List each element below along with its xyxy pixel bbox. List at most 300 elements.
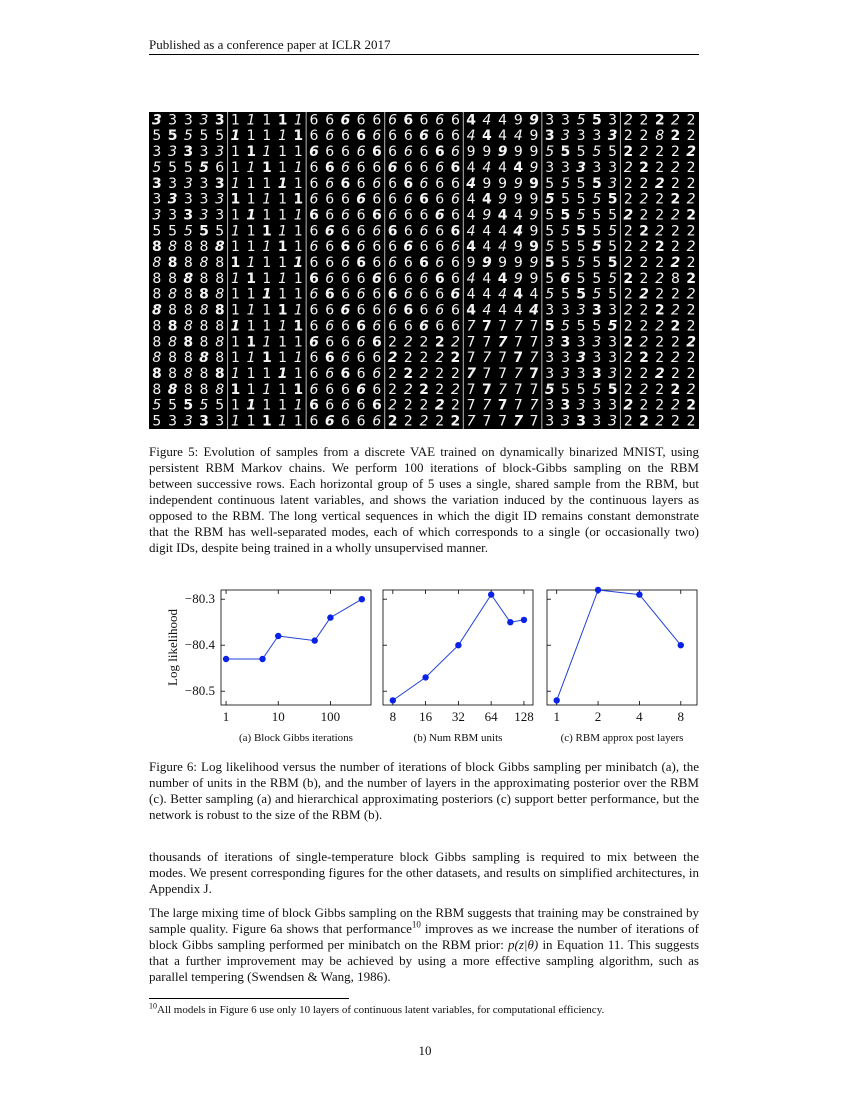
mnist-digit: 1 (262, 144, 272, 161)
mnist-digit: 4 (481, 128, 492, 145)
x-tick-label: 4 (636, 709, 643, 724)
mnist-digit: 8 (152, 286, 162, 303)
figure-5-mnist-samples (149, 112, 699, 429)
mnist-digit: 2 (435, 381, 445, 398)
mnist-digit: 6 (325, 334, 335, 351)
mnist-digit: 5 (545, 270, 555, 287)
mnist-digit: 2 (419, 397, 429, 414)
mnist-digit: 6 (325, 239, 335, 256)
x-tick-label: 8 (389, 709, 397, 724)
mnist-digit: 6 (340, 350, 350, 367)
mnist-digit: 8 (215, 334, 225, 351)
running-header: Published as a conference paper at ICLR 2017 (149, 37, 391, 52)
mnist-digit: 5 (576, 255, 586, 272)
mnist-digit: 6 (340, 286, 350, 303)
mnist-digit: 5 (152, 413, 162, 429)
mnist-digit: 4 (466, 239, 477, 256)
mnist-digit: 1 (278, 413, 288, 429)
mnist-digit: 1 (230, 239, 240, 256)
series-line (226, 599, 362, 659)
mnist-digit: 2 (623, 239, 633, 256)
mnist-digit: 2 (639, 239, 649, 256)
mnist-digit: 1 (293, 175, 303, 192)
mnist-digit: 6 (325, 175, 335, 192)
mnist-digit: 6 (325, 144, 335, 161)
mnist-digit: 6 (309, 365, 319, 382)
figure-6-label: Figure 6: (149, 759, 198, 774)
data-point (327, 614, 333, 620)
mnist-digit: 8 (168, 350, 178, 367)
mnist-digit: 8 (199, 255, 209, 272)
mnist-digit: 3 (545, 350, 555, 367)
x-tick-label: 1 (222, 709, 230, 724)
mnist-digit: 6 (324, 350, 335, 367)
mnist-digit: 6 (309, 397, 319, 414)
mnist-digit: 5 (215, 223, 225, 240)
mnist-digit: 5 (215, 128, 225, 145)
mnist-digit: 2 (686, 223, 696, 240)
mnist-digit: 5 (152, 128, 162, 145)
mnist-digit: 1 (261, 350, 272, 367)
mnist-digit: 6 (419, 144, 429, 161)
mnist-digit: 6 (340, 144, 350, 161)
mnist-digit: 2 (639, 144, 649, 161)
mnist-digit: 8 (183, 270, 194, 287)
mnist-digit: 5 (576, 286, 587, 303)
mnist-digit: 4 (466, 175, 477, 192)
mnist-digit: 2 (670, 159, 680, 176)
mnist-digit: 6 (403, 159, 413, 176)
mnist-digit: 8 (152, 318, 162, 335)
mnist-digit: 3 (592, 350, 602, 367)
mnist-digit: 3 (576, 365, 586, 382)
mnist-digit: 2 (670, 413, 680, 429)
mnist-digit: 9 (529, 112, 539, 129)
mnist-digit: 6 (388, 128, 398, 145)
mnist-digit: 2 (623, 159, 633, 176)
mnist-digit: 6 (356, 397, 366, 414)
mnist-digit: 8 (215, 270, 225, 287)
mnist-digit: 4 (513, 207, 523, 224)
figure-5-caption-text: Evolution of samples from a discrete VAE trained on dynamically binarized MNIST, using persistent RBM Markov chains. We perform 100 iterations of block-Gibbs sampling on the RBM between successive rows. Each horizontal group of 5 uses a single, shared sample from the RBM, but independent continuous latent variables, and shows the variation induced by the continuous layers as opposed to the RBM. The long vertical sequences in which the digit ID remains constant demonstrate that the RBM has well-separated modes, each of which corresponds to a single (or occasionally two) digit IDs, despite being trained in a wholly unsupervised manner. (149, 444, 699, 555)
mnist-digit: 6 (419, 302, 429, 319)
mnist-digit: 6 (356, 334, 366, 351)
mnist-digit: 3 (199, 191, 209, 208)
mnist-digit: 7 (513, 413, 524, 429)
x-tick-label: 8 (677, 709, 685, 724)
mnist-digit: 6 (435, 318, 445, 335)
mnist-digit: 7 (466, 318, 476, 335)
mnist-digit: 6 (372, 112, 382, 129)
mnist-digit: 5 (608, 286, 618, 303)
mnist-digit: 8 (199, 302, 209, 319)
mnist-digit: 1 (293, 191, 304, 208)
mnist-digit: 7 (497, 397, 508, 414)
mnist-digit: 1 (246, 207, 257, 224)
mnist-digit: 3 (183, 175, 193, 192)
body-paragraph-2 (149, 905, 699, 985)
mnist-digit: 6 (356, 159, 366, 176)
mnist-digit: 1 (293, 144, 303, 161)
mnist-digit: 2 (639, 286, 649, 303)
mnist-digit: 2 (639, 302, 649, 319)
mnist-digit: 6 (403, 144, 413, 161)
mnist-digit: 2 (654, 175, 665, 192)
mnist-digit: 2 (388, 397, 398, 414)
mnist-digit: 3 (608, 175, 618, 192)
mnist-digit: 2 (435, 413, 445, 429)
mnist-digit: 2 (670, 397, 680, 414)
mnist-digit: 1 (230, 413, 240, 429)
mnist-digit: 2 (670, 365, 680, 382)
mnist-digit: 2 (670, 223, 680, 240)
mnist-digit: 4 (513, 223, 524, 240)
mnist-digit: 7 (513, 318, 523, 335)
mnist-digit: 6 (435, 286, 445, 303)
mnist-digit: 5 (560, 175, 570, 192)
mnist-digit: 8 (183, 239, 193, 256)
mnist-digit: 6 (372, 365, 382, 382)
mnist-digit: 6 (387, 286, 398, 303)
mnist-digit: 6 (450, 302, 460, 319)
x-tick-label: 16 (419, 709, 433, 724)
mnist-digit: 7 (466, 397, 476, 414)
mnist-digit: 6 (388, 255, 398, 272)
mnist-digit: 4 (466, 270, 476, 287)
mnist-digit: 4 (497, 207, 508, 224)
data-point (259, 656, 265, 662)
mnist-digit: 6 (560, 270, 571, 287)
mnist-digit: 8 (199, 381, 209, 398)
mnist-digit: 1 (261, 286, 272, 303)
mnist-digit: 9 (513, 255, 523, 272)
mnist-digit: 8 (199, 365, 209, 382)
mnist-digit: 3 (608, 397, 618, 414)
mnist-digit: 1 (246, 302, 256, 319)
mnist-digit: 3 (576, 128, 586, 145)
mnist-digit: 2 (623, 255, 633, 272)
mnist-digit: 9 (482, 144, 492, 161)
mnist-digit: 2 (623, 112, 633, 129)
mnist-digit: 6 (309, 239, 319, 256)
mnist-digit: 5 (607, 255, 618, 272)
mnist-digit: 3 (545, 112, 555, 129)
mnist-digit: 6 (419, 191, 429, 208)
mnist-digit: 4 (513, 286, 524, 303)
mnist-digit: 3 (560, 334, 571, 351)
mnist-digit: 8 (214, 239, 225, 256)
mnist-digit: 3 (608, 334, 618, 351)
page-number: 10 (418, 1043, 432, 1058)
mnist-digit: 1 (230, 144, 240, 161)
mnist-digit: 3 (576, 302, 586, 319)
mnist-digit: 1 (293, 270, 303, 287)
mnist-digit: 2 (639, 350, 649, 367)
mnist-digit: 6 (419, 128, 429, 145)
mnist-digit: 4 (466, 223, 476, 240)
mnist-digit: 3 (545, 365, 555, 382)
mnist-digit: 6 (435, 191, 445, 208)
data-point (521, 617, 527, 623)
mnist-digit: 7 (513, 365, 523, 382)
mnist-digit: 2 (623, 270, 634, 287)
mnist-digit: 8 (214, 302, 225, 319)
mnist-digit: 6 (356, 318, 367, 335)
mnist-digit: 4 (482, 286, 492, 303)
mnist-digit: 6 (372, 159, 382, 176)
mnist-digit: 2 (686, 334, 697, 351)
mnist-digit: 9 (513, 144, 523, 161)
mnist-digit: 6 (309, 270, 319, 287)
mnist-digit: 2 (623, 286, 633, 303)
mnist-digit: 6 (419, 270, 429, 287)
mnist-digit: 2 (670, 286, 680, 303)
mnist-digit: 1 (246, 223, 256, 240)
mnist-digit: 7 (513, 350, 524, 367)
mnist-digit: 5 (591, 175, 602, 192)
mnist-digit: 3 (167, 191, 178, 208)
mnist-digit: 6 (324, 413, 335, 429)
mnist-digit: 8 (215, 255, 225, 272)
data-point (488, 591, 494, 597)
mnist-digit: 6 (403, 128, 413, 145)
mnist-digit: 4 (466, 207, 476, 224)
mnist-digit: 1 (277, 112, 288, 129)
mnist-digit: 2 (686, 159, 696, 176)
mnist-digit: 6 (419, 286, 429, 303)
mnist-digit: 5 (544, 318, 555, 335)
mnist-digit: 3 (560, 365, 570, 382)
mnist-digit: 3 (591, 365, 602, 382)
mnist-digit: 2 (655, 207, 665, 224)
mnist-digit: 2 (639, 413, 649, 429)
mnist-digit: 5 (576, 381, 586, 398)
mnist-digit: 2 (670, 128, 681, 145)
mnist-digit: 8 (168, 270, 178, 287)
mnist-digit: 6 (356, 112, 366, 129)
mnist-digit: 2 (670, 207, 680, 224)
mnist-digit: 6 (450, 223, 461, 240)
mnist-digit: 6 (403, 255, 413, 272)
mnist-digit: 7 (529, 365, 539, 382)
mnist-digit: 1 (246, 365, 256, 382)
mnist-digit: 9 (513, 239, 523, 256)
data-point (455, 642, 461, 648)
mnist-digit: 8 (214, 365, 225, 382)
header-rule (149, 54, 699, 55)
mnist-digit: 1 (278, 128, 288, 145)
mnist-digit: 6 (356, 191, 367, 208)
mnist-digit: 8 (215, 318, 225, 335)
mnist-digit: 6 (309, 413, 319, 429)
mnist-digit: 6 (403, 191, 413, 208)
footnote-marker[interactable]: 10 (411, 919, 421, 930)
mnist-digit: 3 (152, 144, 162, 161)
mnist-digit: 2 (639, 112, 649, 129)
mnist-digit: 6 (309, 350, 319, 367)
mnist-digit: 2 (670, 334, 680, 351)
mnist-digit: 5 (560, 381, 570, 398)
mnist-digit: 1 (278, 223, 288, 240)
mnist-digit: 6 (309, 318, 319, 335)
mnist-digit: 1 (246, 397, 257, 414)
mnist-digit: 8 (152, 350, 162, 367)
mnist-digit: 6 (419, 207, 429, 224)
mnist-digit: 2 (450, 381, 460, 398)
mnist-digit: 3 (560, 350, 570, 367)
mnist-digit: 5 (183, 223, 193, 240)
mnist-digit: 9 (529, 128, 539, 145)
mnist-digit: 2 (654, 302, 665, 319)
mnist-digit: 2 (655, 397, 665, 414)
mnist-digit: 6 (309, 144, 319, 161)
mnist-digit: 4 (513, 302, 523, 319)
mnist-digit: 4 (466, 128, 476, 145)
footnote-rule (149, 998, 349, 999)
mnist-digit: 5 (592, 223, 602, 240)
mnist-digit: 5 (560, 207, 571, 224)
mnist-digit: 7 (513, 381, 523, 398)
mnist-digit: 4 (498, 112, 508, 129)
data-point (223, 656, 229, 662)
mnist-digit: 5 (608, 223, 618, 240)
mnist-digit: 1 (230, 207, 240, 224)
mnist-digit: 5 (591, 239, 602, 256)
mnist-digit: 6 (356, 239, 366, 256)
mnist-digit: 8 (183, 318, 193, 335)
mnist-digit: 1 (293, 255, 304, 272)
mnist-digit: 2 (686, 175, 696, 192)
mnist-digit: 1 (230, 175, 240, 192)
mnist-digit: 1 (277, 239, 288, 256)
mnist-digit: 6 (434, 144, 445, 161)
mnist-digit: 5 (608, 144, 618, 161)
mnist-digit: 9 (482, 207, 492, 224)
mnist-digit: 6 (325, 397, 335, 414)
mnist-digit: 6 (340, 159, 350, 176)
mnist-digit: 2 (450, 413, 461, 429)
figure-6-plots (149, 575, 709, 745)
figure-6-svg (149, 575, 709, 745)
mnist-digit: 6 (325, 255, 335, 272)
x-tick-label: 1 (553, 709, 560, 724)
mnist-digit: 6 (372, 286, 382, 303)
data-point (507, 619, 513, 625)
mnist-digit: 8 (151, 365, 162, 382)
mnist-digit: 6 (325, 318, 335, 335)
mnist-digit: 5 (168, 159, 178, 176)
mnist-digit: 6 (419, 112, 429, 129)
mnist-digit: 5 (545, 207, 555, 224)
x-tick-label: 100 (320, 709, 341, 724)
mnist-digit: 3 (560, 302, 570, 319)
mnist-digit: 2 (655, 255, 665, 272)
mnist-digit: 3 (168, 413, 178, 429)
x-tick-label: 128 (514, 709, 534, 724)
mnist-digit: 8 (215, 286, 225, 303)
mnist-digit: 6 (434, 270, 445, 287)
mnist-digit: 6 (387, 223, 398, 240)
subfigure-caption: (c) RBM approx post layers (560, 732, 684, 744)
body-paragraph-1: thousands of iterations of single-temperature block Gibbs sampling is required to mix between the modes. We present corresponding figures for the other datasets, and results on simplified architectures, in Appendix J. (149, 849, 699, 896)
mnist-digit: 6 (371, 397, 382, 414)
mnist-digit: 2 (403, 334, 413, 351)
mnist-digit: 6 (340, 270, 350, 287)
mnist-digit: 3 (168, 144, 178, 161)
mnist-digit: 2 (686, 413, 696, 429)
mnist-digit: 1 (278, 334, 288, 351)
mnist-digit: 3 (152, 207, 162, 224)
mnist-digit: 2 (639, 334, 649, 351)
mnist-digit: 2 (623, 128, 633, 145)
mnist-digit: 1 (261, 159, 272, 176)
mnist-digit: 6 (356, 270, 366, 287)
mnist-digit: 3 (151, 175, 162, 192)
mnist-digit: 1 (262, 239, 272, 256)
mnist-digit: 2 (403, 413, 413, 429)
mnist-digit: 3 (199, 144, 209, 161)
mnist-digit: 8 (183, 365, 193, 382)
mnist-digit: 5 (576, 223, 587, 240)
mnist-digit: 4 (466, 191, 476, 208)
mnist-digit: 6 (388, 207, 398, 224)
mnist-digit: 3 (215, 207, 225, 224)
mnist-digit: 6 (435, 128, 445, 145)
mnist-digit: 4 (466, 159, 476, 176)
mnist-digit: 5 (560, 239, 570, 256)
mnist-digit: 6 (372, 318, 382, 335)
mnist-digit: 1 (293, 365, 303, 382)
data-point (678, 642, 684, 648)
mnist-digit: 2 (655, 191, 665, 208)
mnist-digit: 7 (482, 365, 492, 382)
mnist-digit: 6 (340, 334, 350, 351)
mnist-digit: 2 (655, 223, 665, 240)
mnist-digit: 2 (435, 350, 445, 367)
mnist-digit: 1 (293, 128, 304, 145)
mnist-digit: 6 (403, 223, 413, 240)
mnist-digit: 9 (498, 191, 508, 208)
mnist-digit: 9 (529, 144, 539, 161)
mnist-digit: 2 (670, 350, 680, 367)
mnist-digit: 7 (481, 318, 492, 335)
mnist-digit: 3 (608, 365, 618, 382)
mnist-digit: 7 (498, 318, 508, 335)
mnist-digit: 8 (168, 334, 178, 351)
mnist-digit: 6 (371, 144, 382, 161)
mnist-digit: 6 (340, 365, 351, 382)
mnist-digit: 3 (545, 334, 555, 351)
mnist-digit: 8 (183, 381, 193, 398)
mnist-digit: 1 (262, 397, 272, 414)
mnist-digit: 5 (592, 191, 602, 208)
mnist-digit: 1 (230, 191, 241, 208)
mnist-digit: 5 (168, 397, 178, 414)
mnist-digit: 1 (262, 381, 272, 398)
mnist-digit: 2 (686, 350, 696, 367)
mnist-digit: 4 (498, 223, 508, 240)
mnist-digit: 2 (686, 365, 696, 382)
mnist-digit: 7 (482, 350, 492, 367)
mnist-digit: 6 (309, 191, 319, 208)
mnist-digit: 6 (340, 397, 350, 414)
mnist-digit: 8 (183, 255, 193, 272)
mnist-digit: 6 (403, 207, 413, 224)
mnist-digit: 2 (639, 207, 649, 224)
mnist-digit: 6 (435, 239, 445, 256)
data-point (595, 587, 601, 593)
x-tick-label: 10 (271, 709, 285, 724)
